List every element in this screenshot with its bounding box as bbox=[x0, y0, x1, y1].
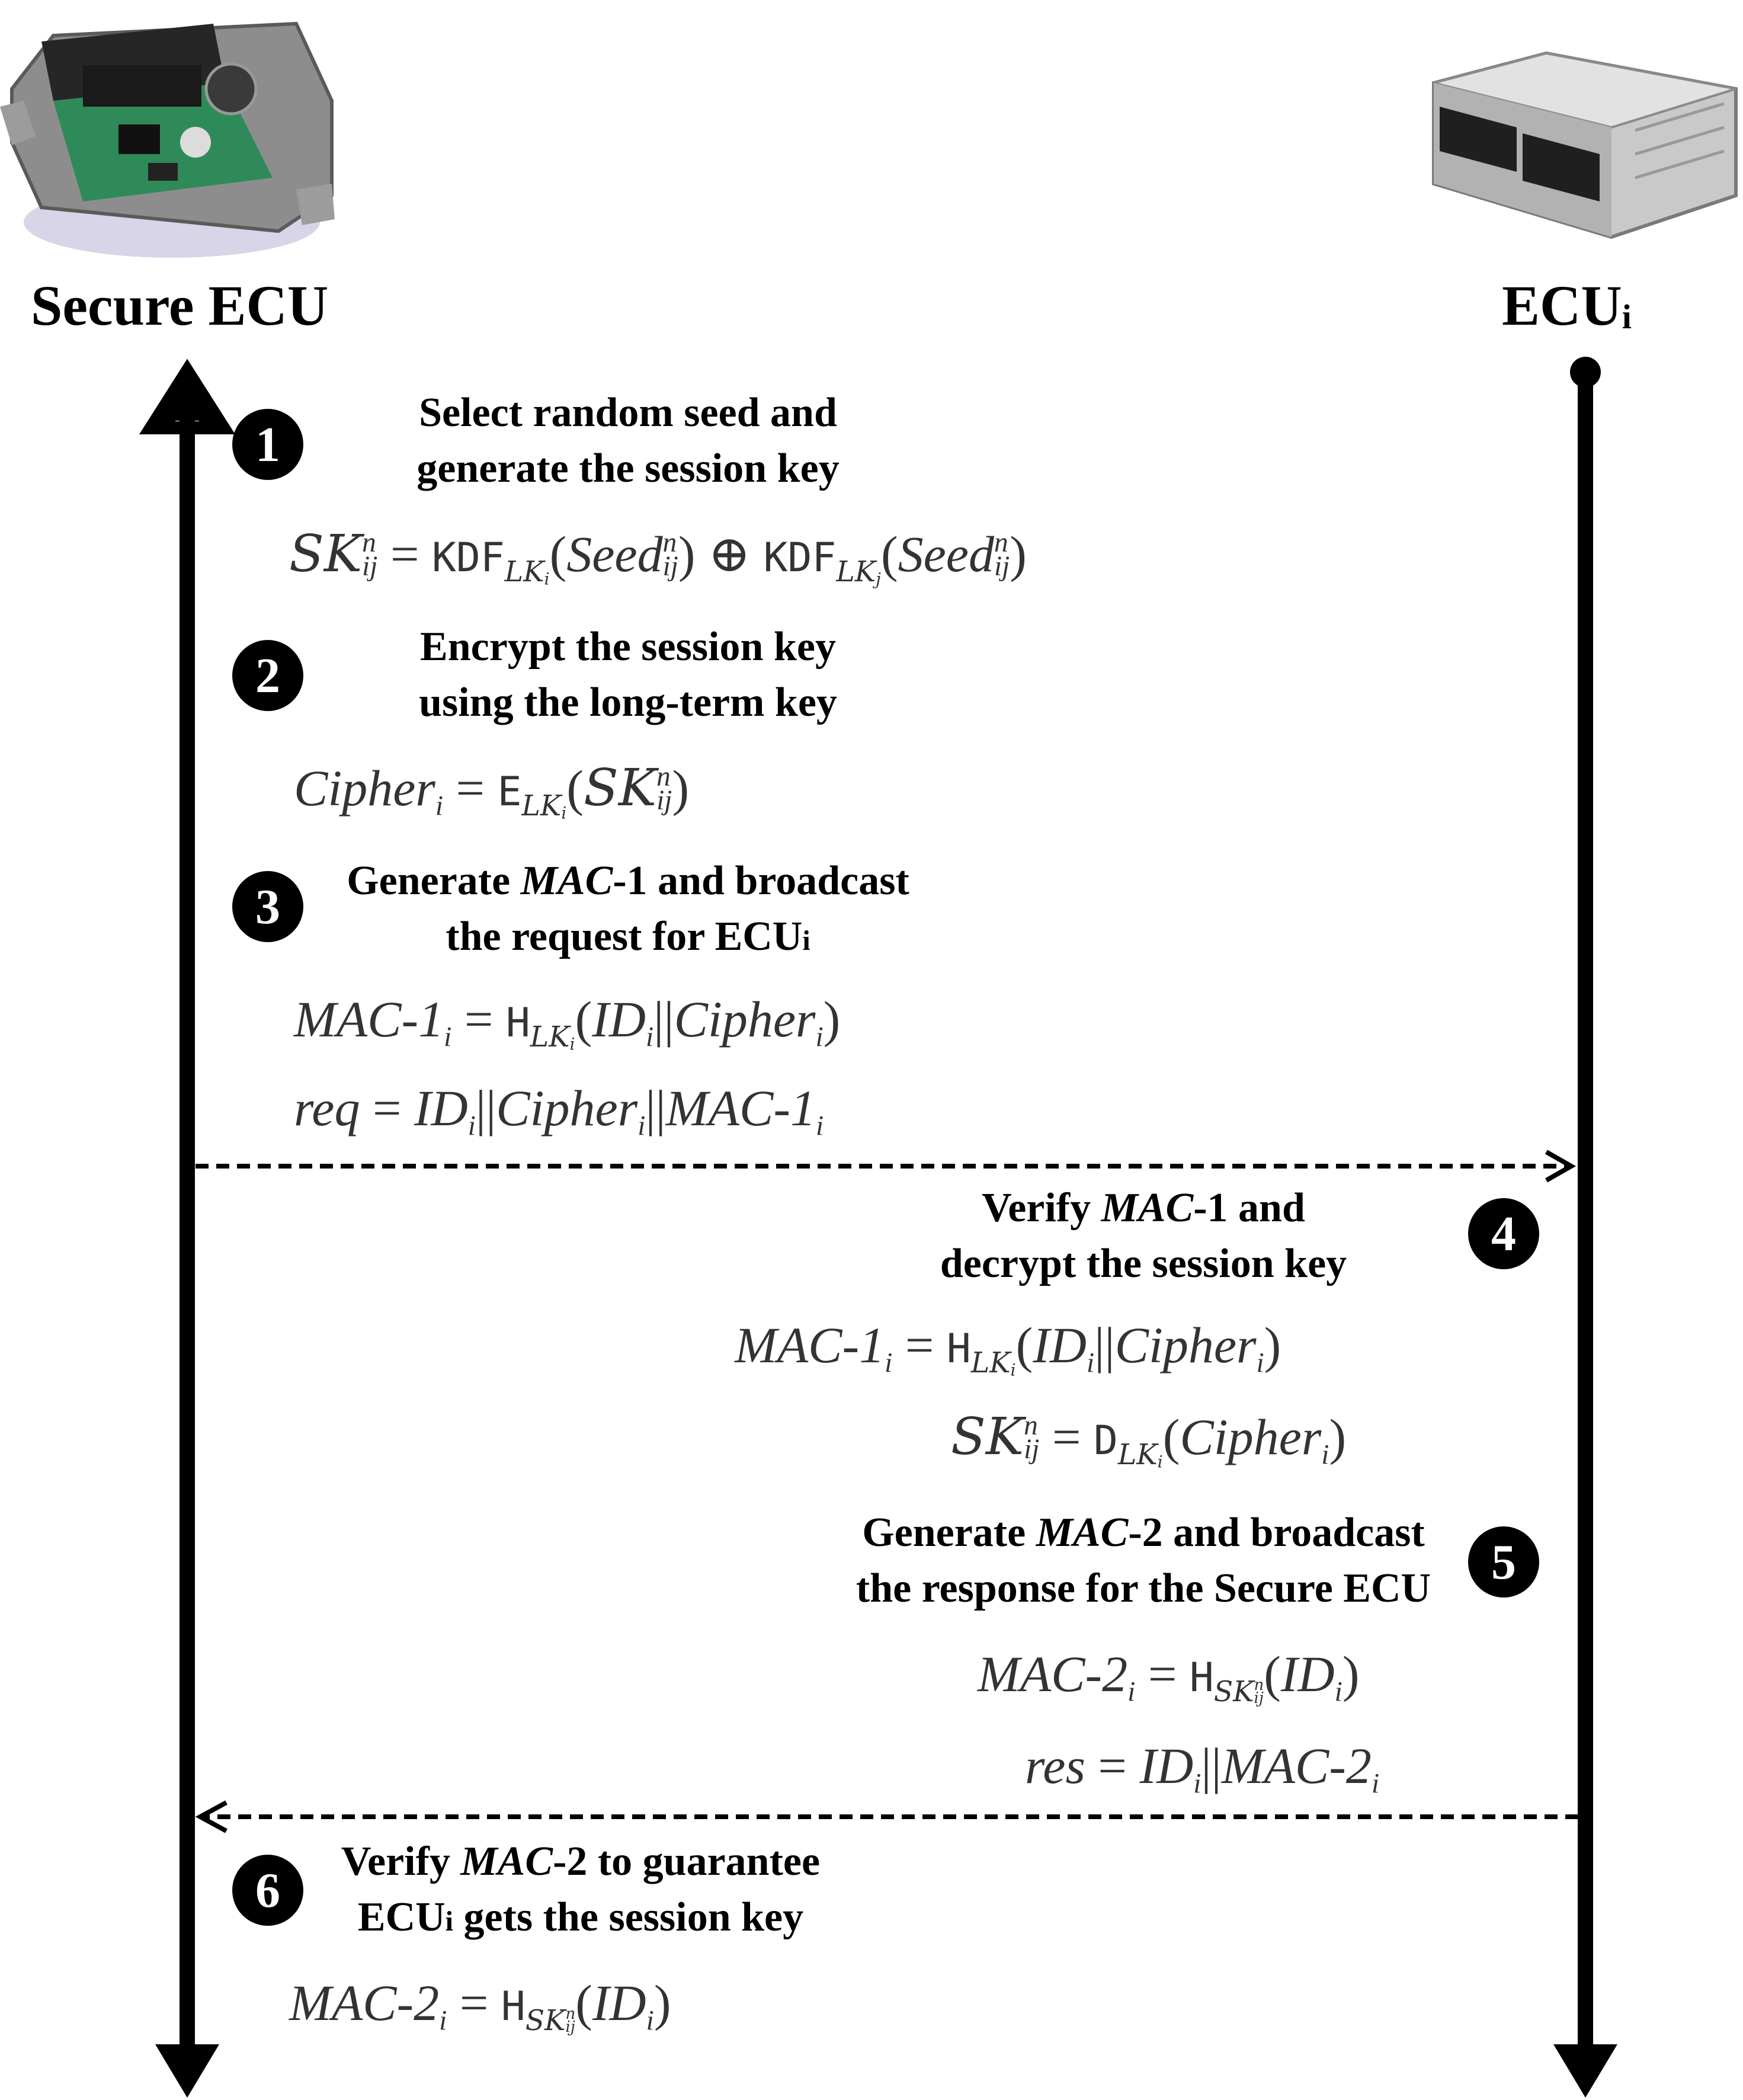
step-6-line2-a: ECU bbox=[357, 1894, 446, 1940]
step-6-line1-b: MAC bbox=[460, 1839, 553, 1884]
step-3-badge: 3 bbox=[232, 871, 303, 942]
eq-sk-lk1-i: i bbox=[544, 569, 550, 589]
eq-mac1v-i: i bbox=[885, 1347, 893, 1379]
eq-mac2-sup: n bbox=[1254, 1676, 1264, 1695]
eq-sk-xor: ⊕ bbox=[708, 526, 751, 582]
secure-ecu-lifeline bbox=[151, 369, 223, 2098]
step-3-line2-a: the request for ECU bbox=[446, 914, 803, 959]
eq-sk-seed2: Seed bbox=[898, 526, 994, 582]
eq-req-concat2: || bbox=[645, 1080, 666, 1137]
eq-sk-kdf2-sub bbox=[836, 556, 881, 588]
eq-cipher-sk: SK bbox=[583, 758, 657, 818]
step-2-badge: 2 bbox=[232, 640, 303, 711]
eq-mac2v-sub: ij bbox=[565, 2018, 575, 2037]
eq-skd-sk-scripts bbox=[1024, 1410, 1040, 1465]
step-2-title bbox=[379, 619, 877, 731]
eq-skd-cipher-i: i bbox=[1321, 1439, 1329, 1471]
eq-mac1v-h-sub bbox=[971, 1347, 1016, 1379]
eq-mac1-id-i: i bbox=[646, 1022, 654, 1053]
eq-mac1v-cipher-i: i bbox=[1256, 1347, 1264, 1379]
step-4-line1-a: Verify bbox=[982, 1185, 1101, 1231]
step-6-line1-c: -2 to guarantee bbox=[553, 1839, 821, 1884]
step-4-line1-b: MAC bbox=[1101, 1185, 1194, 1231]
eq-mac1v-lk: LK bbox=[970, 1346, 1011, 1379]
eq-mac2-eq: = bbox=[1148, 1646, 1177, 1702]
step-1-line2: generate the session key bbox=[416, 446, 840, 491]
eq-mac2v-i: i bbox=[439, 2005, 447, 2037]
eq-cipher-sk-scripts bbox=[656, 761, 672, 817]
eq-mac1-lk-i: i bbox=[569, 1034, 575, 1054]
step-4-title bbox=[877, 1180, 1410, 1292]
request-equation bbox=[294, 1078, 824, 1142]
step-5-title bbox=[794, 1505, 1493, 1616]
step-6-line1-a: Verify bbox=[341, 1839, 461, 1884]
eq-mac1-h-sub bbox=[530, 1021, 575, 1054]
eq-skd-sub: ij bbox=[1024, 1434, 1040, 1465]
eq-res-eq: = bbox=[1098, 1737, 1127, 1794]
eq-mac1v: MAC-1 bbox=[735, 1317, 885, 1374]
eq-mac2v-h-sub bbox=[526, 2005, 576, 2037]
eq-mac1-i: i bbox=[444, 1022, 452, 1053]
step-2-line1: Encrypt the session key bbox=[420, 624, 836, 670]
step-6-line2 bbox=[308, 1890, 853, 1949]
ecu-board-icon bbox=[0, 24, 335, 258]
cipher-equation: Cipher$_i$ = $E_{LKi}(SKn$ ij) bbox=[294, 758, 690, 823]
eq-sk-lk1: LK bbox=[504, 555, 544, 588]
step-3-line2-b: i bbox=[802, 925, 810, 956]
eq-mac1-eq: = bbox=[464, 991, 494, 1048]
eq-sk-seed2-sub: ij bbox=[994, 551, 1010, 582]
secure-ecu-name: Secure ECU bbox=[31, 274, 329, 337]
step-4-line1-c: -1 and bbox=[1193, 1185, 1305, 1231]
eq-req-mac: MAC-1 bbox=[665, 1080, 816, 1137]
ecu-i-subscript: i bbox=[1622, 297, 1632, 336]
eq-req-concat1: || bbox=[475, 1080, 496, 1137]
eq-mac1-concat: || bbox=[653, 991, 674, 1048]
eq-mac2-id-i: i bbox=[1334, 1676, 1343, 1708]
eq-mac2v-id-i: i bbox=[646, 2005, 654, 2037]
eq-mac2-sk-scripts bbox=[1254, 1676, 1264, 1708]
eq-mac2: MAC-2 bbox=[978, 1646, 1128, 1702]
step-1-badge: 1 bbox=[232, 409, 303, 480]
eq-skd-cipher: Cipher bbox=[1180, 1408, 1322, 1465]
step-3-line1 bbox=[308, 853, 948, 909]
eq-cipher-eq: = bbox=[456, 760, 485, 817]
step-5-badge: 5 bbox=[1468, 1526, 1539, 1598]
eq-mac2v-sup: n bbox=[565, 2005, 576, 2024]
eq-req-id: ID bbox=[414, 1080, 468, 1137]
eq-res-id-i: i bbox=[1193, 1768, 1201, 1800]
eq-mac1-cipher-i: i bbox=[815, 1022, 824, 1053]
eq-mac2v-h: H bbox=[501, 1983, 526, 2030]
eq-mac2-id: ID bbox=[1280, 1646, 1335, 1702]
eq-sk-kdf2: KDF bbox=[763, 534, 837, 581]
step-1-line1: Select random seed and bbox=[419, 390, 837, 436]
eq-mac1v-h: H bbox=[946, 1326, 971, 1372]
mac1-verify-equation: MAC-$1_i$ = $H_{LKi}(ID_i||Cipher_i)$ bbox=[735, 1317, 1281, 1380]
eq-mac2-h: H bbox=[1189, 1654, 1214, 1701]
eq-sk-lk2-j: j bbox=[876, 569, 881, 589]
step-6-line2-b: i bbox=[445, 1906, 454, 1937]
eq-mac2-i: i bbox=[1127, 1676, 1136, 1708]
eq-mac1: MAC-1 bbox=[294, 991, 444, 1048]
eq-sk-seed1-scripts bbox=[662, 527, 678, 582]
eq-cipher-e-sub bbox=[522, 790, 567, 822]
eq-skd-d-sub bbox=[1118, 1439, 1163, 1471]
eq-mac2-h-sub bbox=[1214, 1676, 1264, 1708]
eq-sk-seed1-sup: n bbox=[662, 527, 677, 558]
eq-req-cipher: Cipher bbox=[496, 1080, 638, 1137]
eq-mac2v-sk-scripts bbox=[565, 2005, 576, 2037]
eq-mac1v-eq: = bbox=[905, 1317, 934, 1374]
eq-mac1v-lk-i: i bbox=[1010, 1360, 1016, 1380]
eq-sk-kdf1: KDF bbox=[431, 534, 505, 581]
mac2-verify-equation: MAC-$2_i = H_{SKn ij}(ID_i)$ bbox=[289, 1974, 671, 2037]
step-2-line2: using the long-term key bbox=[419, 680, 837, 725]
eq-req-cipher-i: i bbox=[637, 1110, 646, 1142]
session-key-decrypt-equation: SKn ij = $D_{LKi}(Cipher_i)$ bbox=[951, 1407, 1347, 1472]
step-5-line1-c: -2 and broadcast bbox=[1128, 1510, 1425, 1555]
eq-sk-seed1-sub: ij bbox=[662, 551, 678, 582]
step-5-line1-b: MAC bbox=[1036, 1510, 1129, 1555]
eq-res-mac-i: i bbox=[1371, 1768, 1380, 1800]
eq-res-concat: || bbox=[1201, 1737, 1222, 1794]
eq-cipher-sk-sup: n bbox=[656, 761, 671, 792]
step-4-line1 bbox=[877, 1180, 1410, 1236]
step-6-badge: 6 bbox=[232, 1855, 303, 1926]
eq-sk-sub: ij bbox=[362, 551, 378, 582]
step-4-line2: decrypt the session key bbox=[940, 1241, 1347, 1286]
eq-req-eq: = bbox=[372, 1080, 402, 1137]
eq-mac1-lk: LK bbox=[530, 1020, 570, 1054]
eq-req: req bbox=[294, 1080, 360, 1137]
eq-mac2v: MAC-2 bbox=[289, 1974, 440, 2031]
eq-res-id: ID bbox=[1139, 1737, 1194, 1794]
eq-req-mac-i: i bbox=[815, 1110, 824, 1142]
ecu-i-name: ECU bbox=[1502, 274, 1622, 337]
eq-cipher-lk: LK bbox=[521, 789, 562, 822]
eq-mac2v-sk: SK bbox=[525, 2004, 566, 2037]
step-5-line1 bbox=[794, 1505, 1493, 1561]
eq-skd-lk-i: i bbox=[1157, 1452, 1163, 1472]
step-3-title bbox=[308, 853, 948, 969]
step-6-title bbox=[308, 1834, 853, 1949]
eq-mac1v-id-i: i bbox=[1087, 1347, 1095, 1379]
step-4-badge: 4 bbox=[1468, 1198, 1539, 1269]
eq-mac1v-id: ID bbox=[1033, 1317, 1087, 1374]
eq-cipher-sk-sub: ij bbox=[656, 785, 672, 817]
response-message-arrow bbox=[200, 1803, 1578, 1831]
eq-mac1v-concat: || bbox=[1094, 1317, 1115, 1374]
eq-sk-seed1: Seed bbox=[566, 526, 663, 582]
step-3-line1-b: MAC bbox=[520, 858, 613, 904]
eq-mac1-cipher: Cipher bbox=[674, 991, 816, 1048]
request-message-arrow bbox=[196, 1152, 1571, 1180]
mac1-equation: MAC-$1_i$ = $H_{LKi}(ID_i||Cipher_i)$ bbox=[294, 991, 841, 1054]
eq-mac2-sk: SK bbox=[1213, 1675, 1254, 1708]
step-3-line1-a: Generate bbox=[347, 858, 521, 904]
eq-cipher-i: i bbox=[435, 790, 444, 822]
eq-sk-lk2: LK bbox=[836, 555, 876, 588]
eq-sk: SK bbox=[289, 524, 363, 584]
eq-sk-seed2-sup: n bbox=[994, 527, 1008, 558]
eq-cipher: Cipher bbox=[294, 760, 435, 817]
eq-skd-sup: n bbox=[1024, 1410, 1038, 1441]
eq-mac2v-eq: = bbox=[459, 1974, 489, 2031]
step-5-line2: the response for the Secure ECU bbox=[856, 1566, 1431, 1611]
eq-skd-eq: = bbox=[1052, 1408, 1081, 1465]
step-6-line2-c: gets the session key bbox=[453, 1894, 804, 1940]
eq-req-id-i: i bbox=[467, 1110, 476, 1142]
mac2-equation: MAC-$2_i = H_{SKn ij}(ID_i)$ bbox=[978, 1646, 1360, 1708]
eq-sk-seed2-scripts bbox=[994, 527, 1010, 582]
secure-ecu-label bbox=[31, 273, 328, 338]
eq-mac1-id: ID bbox=[592, 991, 646, 1048]
eq-cipher-lk-i: i bbox=[561, 803, 567, 823]
ecu-i-label bbox=[1502, 273, 1632, 338]
eq-res: res bbox=[1025, 1737, 1085, 1794]
step-3-line1-c: -1 and broadcast bbox=[613, 858, 909, 904]
eq-skd-d: D bbox=[1093, 1417, 1118, 1464]
step-5-line1-a: Generate bbox=[862, 1510, 1036, 1555]
eq-mac1-h: H bbox=[505, 1000, 530, 1046]
eq-res-mac: MAC-2 bbox=[1221, 1737, 1372, 1794]
step-3-line2 bbox=[308, 909, 948, 969]
session-key-equation: SKn ij = $KDF_{LKi}(Seedn$ ij) ⊕ $KDF_{LKj}(Seedn$ ij) bbox=[289, 524, 1027, 589]
ecu-module-icon bbox=[1434, 53, 1736, 237]
ecu-i-lifeline bbox=[1553, 357, 1617, 2098]
eq-skd-lk: LK bbox=[1117, 1438, 1158, 1471]
eq-mac2v-id: ID bbox=[592, 1974, 646, 2031]
step-6-line1 bbox=[308, 1834, 853, 1890]
eq-sk-sup: n bbox=[362, 527, 376, 558]
eq-cipher-e: E bbox=[497, 769, 522, 815]
eq-mac2-sub: ij bbox=[1254, 1689, 1264, 1708]
response-equation bbox=[1025, 1736, 1379, 1800]
eq-sk-scripts bbox=[362, 527, 378, 582]
eq-sk-eq: = bbox=[390, 526, 419, 582]
eq-skd-sk: SK bbox=[951, 1407, 1024, 1467]
step-1-title bbox=[379, 385, 877, 497]
eq-sk-kdf1-sub bbox=[505, 556, 550, 588]
eq-mac1v-cipher: Cipher bbox=[1114, 1317, 1257, 1374]
